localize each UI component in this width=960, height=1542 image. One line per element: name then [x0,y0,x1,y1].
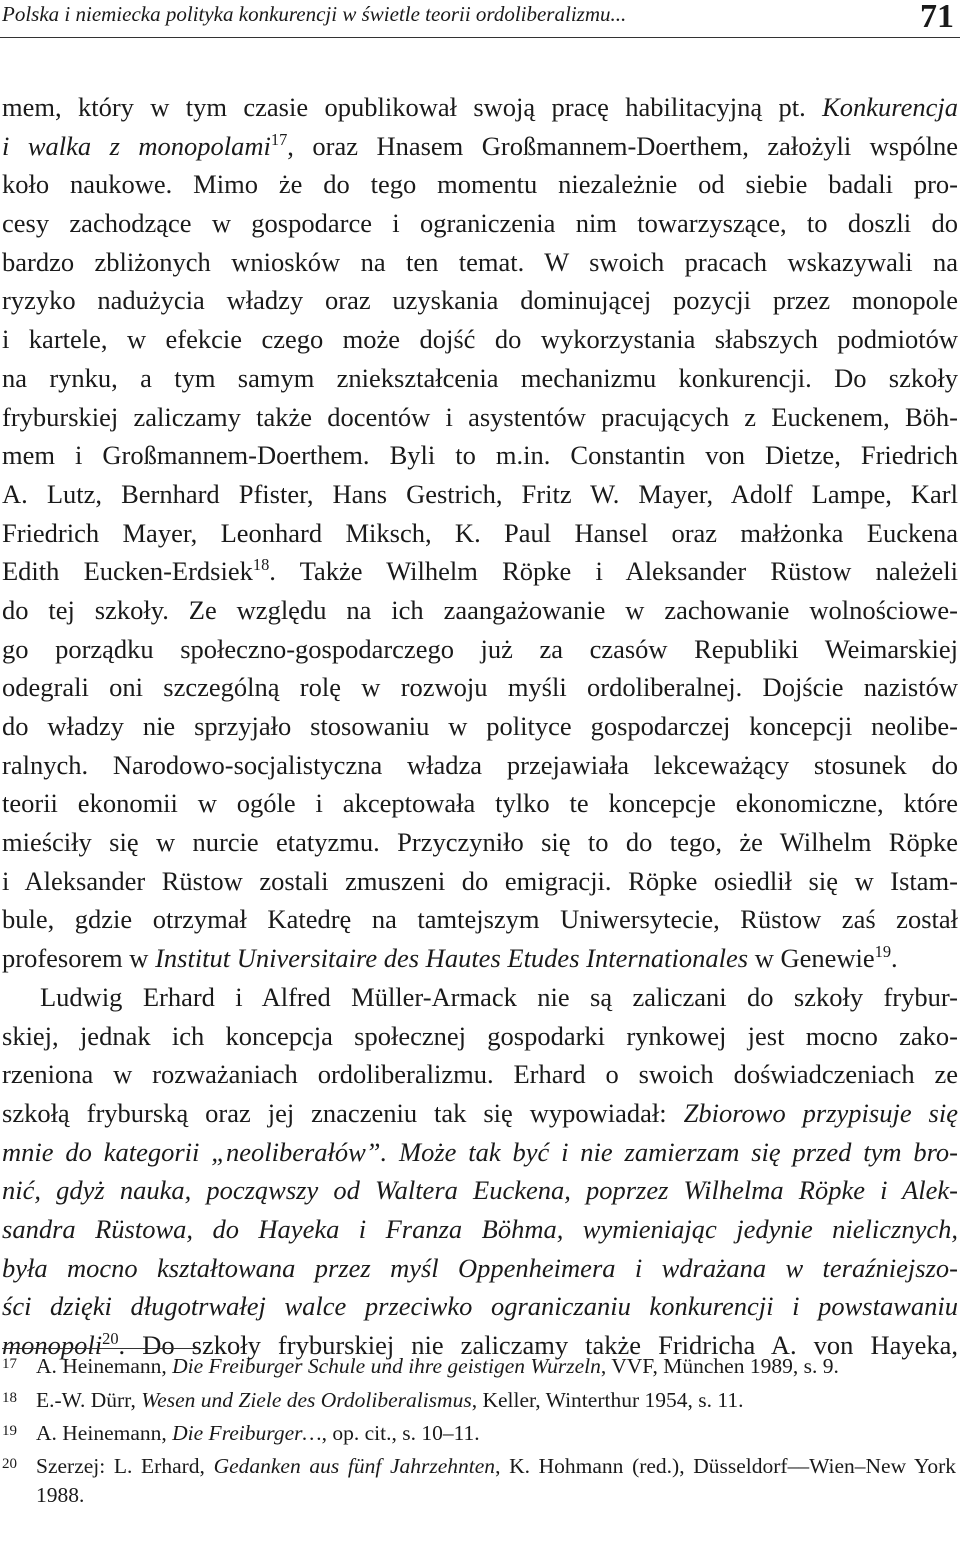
footnote-text: Szerzej: L. Erhard, [36,1454,214,1478]
text-span: . Także Wilhelm Röpke i Aleksander Rüstow należeli [269,556,958,587]
text-span: . [891,943,898,974]
text-line: mem i Großmannem-Doerthem. Byli to m.in. Constantin von Dietze, Friedrich [2,440,958,471]
text-span: w Genewie [748,943,875,974]
footnote-ref: 19 [874,942,892,962]
text-span: Edith Eucken-Erdsiek [2,556,253,587]
text-line: Friedrich Mayer, Leonhard Miksch, K. Paul Hansel oraz małżonka Euckena [2,517,958,548]
footnote [2,1452,956,1510]
footnote-title: Die Freiburger Schule und ihre geistigen Wurzeln [172,1354,601,1378]
text-span: mem, który w tym czasie opublikował swoją pracę habilitacyjną pt. [2,92,823,122]
footnote-title: Gedanken aus fünf Jahrzehnten [213,1454,496,1478]
text-line: nić, gdyż nauka, począwszy od Waltera Euckena, poprzez Wilhelma Röpke i Alek- [2,1175,958,1206]
text-line: cesy zachodzące w gospodarce i ograniczenia nim towarzyszące, to doszli do [2,208,958,239]
italic-title: i walka z monopolami [2,130,271,161]
italic-title: Institut Universitaire des Hautes Etudes Internationales [155,943,749,974]
text-line: ryzyko nadużycia władzy oraz uzyskania dominującej pozycji przez monopole [2,285,958,316]
text-line: i Aleksander Rüstow zostali zmuszeni do emigracji. Röpke osiedlił się w Istam- [2,865,958,896]
footnote-text: E.-W. Dürr, [36,1388,142,1412]
footnote-title: Wesen und Ziele des Ordoliberalismus [141,1388,472,1412]
footnote-ref: 17 [270,129,288,149]
text-line: koło naukowe. Mimo że do tego momentu niezależnie od siebie badali pro- [2,169,958,200]
footnote-text: , op. cit., s. 10–11. [321,1421,480,1445]
text-line [2,127,958,166]
text-line: mieściły się w nurcie etatyzmu. Przyczyniło się to do tego, że Wilhelm Röpke [2,827,958,858]
footnote-text: A. Heinemann, [36,1421,173,1445]
italic-quote: Zbiorowo przypisuje się [683,1097,958,1128]
text-line [2,88,958,127]
text-line [2,1094,958,1133]
footnote-title: Die Freiburger… [172,1421,322,1445]
body-text [2,88,958,1365]
text-line: sandra Rüstowa, do Hayeka i Franza Böhma, wymieniając jedynie nielicznych, [2,1213,958,1244]
footnote-number: 18 [2,1390,17,1406]
text-line [2,552,958,591]
page-header [0,0,960,40]
italic-quote: monopoli [2,1330,103,1360]
text-line [2,939,958,978]
text-line: teorii ekonomii w ogóle i akceptowała tylko te koncepcje ekonomiczne, które [2,788,958,819]
footnote-text: , VVF, München 1989, s. 9. [600,1354,839,1378]
text-line: A. Lutz, Bernhard Pfister, Hans Gestrich, Fritz W. Mayer, Adolf Lampe, Karl [2,478,958,509]
text-line: ralnych. Narodowo-socjalistyczna władza przejawiała lekceważący stosunek do [2,749,958,780]
text-line: i kartele, w efekcie czego może dojść do wykorzystania słabszych podmiotów [2,324,958,355]
text-line: rzeniona w rozważaniach ordoliberalizmu. Erhard o swoich doświadczeniach ze [2,1059,958,1090]
text-line: bule, gdzie otrzymał Katedrę na tamtejszym Uniwersytecie, Rüstow zaś został [2,904,958,935]
text-span: , oraz Hnasem Großmannem-Doerthem, założyli wspólne [287,130,958,161]
footnote-text: , Keller, Winterthur 1954, s. 11. [471,1388,744,1412]
text-line: fryburskiej zaliczamy także docentów i asystentów pracujących z Euckenem, Böh- [2,401,958,432]
text-line: odegrali oni szczególną rolę w rozwoju myśli ordoliberalnej. Dojście nazistów [2,672,958,703]
text-span: . Do szkoły fryburskiej nie zaliczamy także Fridricha A. von Hayeka, [118,1330,958,1360]
footnote-ref: 20 [102,1329,119,1349]
text-line: bardzo zbliżonych wniosków na ten temat. W swoich pracach wskazywali na [2,246,958,277]
text-line: ści dzięki długotrwałej walce przeciwko ograniczaniu konkurencji i powstawaniu [2,1291,958,1322]
text-line: mnie do kategorii „neoliberałów”. Może tak być i nie zamierzam się przed tym bro- [2,1136,958,1167]
footnote-rule [2,1348,197,1349]
footnote-text: , K. Hohmann (red.), Düsseldorf––Wien–New York 1988. [36,1454,957,1507]
italic-title: Konkurencja [822,92,958,122]
text-span: profesorem w [2,943,156,974]
footnote-number: 17 [2,1356,17,1372]
text-line: na rynku, a tym samym zniekształcenia mechanizmu konkurencji. Do szkoły [2,362,958,393]
running-title: Polska i niemiecka polityka konkurencji w świetle teorii ordoliberalizmu... [2,2,627,26]
footnote [2,1352,956,1381]
text-line: do tej szkoły. Ze względu na ich zaangażowanie w zachowanie wolnościowe- [2,594,958,625]
footnote-number: 19 [2,1423,17,1439]
footnote-text: A. Heinemann, [36,1354,173,1378]
page-number: 71 [920,0,954,35]
footnote-number: 20 [2,1456,17,1472]
footnotes [2,1352,956,1510]
text-line: go porządku społeczno-gospodarczego już za czasów Republiki Weimarskiej [2,633,958,664]
header-rule [0,37,960,38]
text-line: do władzy nie sprzyjało stosowaniu w polityce gospodarczej koncepcji neolibe- [2,711,958,741]
text-line: skiej, jednak ich koncepcja społecznej gospodarki rynkowej jest mocno zako- [2,1020,958,1051]
text-span: szkołą fryburską oraz jej znaczeniu tak się wypowiadał: [2,1097,684,1128]
footnote [2,1386,956,1415]
text-line: była mocno kształtowana przez myśl Oppenheimera i wdrażana w teraźniejszo- [2,1252,958,1283]
text-line: Ludwig Erhard i Alfred Müller-Armack nie są zaliczani do szkoły frybur- [40,981,958,1012]
footnote [2,1419,956,1448]
footnote-ref: 18 [252,555,270,575]
